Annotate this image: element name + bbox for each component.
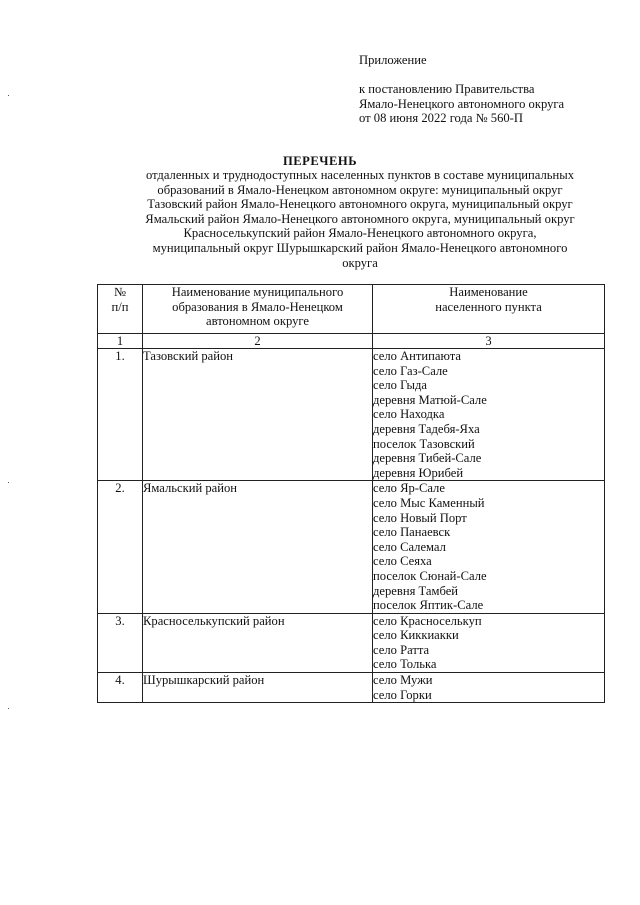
column-number-row (98, 334, 605, 349)
settlement-name: деревня Тибей-Сале (373, 451, 482, 466)
subtitle-line: отдаленных и труднодоступных населенных пунктов в составе муниципальных (145, 168, 575, 182)
header-settlement (373, 285, 605, 334)
appendix-line: Ямало-Ненецкого автономного округа (359, 96, 565, 111)
settlement-list (373, 673, 605, 703)
header-text: Наименование муниципального (171, 285, 344, 299)
municipality-name: Красноселькупский район (143, 613, 373, 672)
table-row (98, 613, 605, 672)
settlements-table (97, 284, 605, 703)
subtitle-line: Ямальский район Ямало-Ненецкого автономного округа, муниципальный округ (145, 211, 575, 226)
settlement-name: деревня Тамбей (373, 583, 459, 598)
row-number: 1. (98, 349, 143, 481)
row-number: 3. (98, 613, 143, 672)
settlement-name: село Мыс Каменный (373, 495, 485, 510)
margin-mark (8, 482, 9, 483)
settlement-name: село Новый Порт (373, 510, 467, 525)
settlement-name: село Яр-Сале (373, 481, 445, 496)
appendix-line: от 08 июня 2022 года № 560-П (359, 111, 523, 126)
header-text: автономном округе (206, 314, 309, 329)
settlement-name: село Мужи (373, 673, 433, 688)
appendix-block (359, 53, 564, 126)
header-text: образования в Ямало-Ненецком (172, 299, 343, 314)
header-number (98, 285, 143, 334)
settlement-name: поселок Сюнай-Сале (373, 568, 487, 583)
settlement-name: поселок Тазовский (373, 436, 475, 451)
settlement-name: село Ратта (373, 642, 430, 657)
settlement-name: село Находка (373, 407, 445, 422)
header-text: № (113, 285, 127, 299)
settlement-name: поселок Яптик-Сале (373, 598, 484, 613)
municipality-name: Тазовский район (143, 349, 373, 481)
settlement-name: деревня Матюй-Сале (373, 392, 487, 407)
settlement-name: село Сеяха (373, 554, 432, 569)
header-text: Наименование (449, 285, 528, 299)
column-number: 1 (98, 334, 143, 349)
settlement-name: деревня Юрибей (373, 465, 464, 480)
subtitle-line: муниципальный округ Шурышкарский район Ямало-Ненецкого автономного (152, 240, 568, 255)
municipality-name: Шурышкарский район (143, 673, 373, 703)
header-text: населенного пункта (435, 299, 542, 314)
settlement-list (373, 613, 605, 672)
column-number: 2 (143, 334, 373, 349)
document-title: ПЕРЕЧЕНЬ (282, 154, 358, 168)
margin-mark (8, 708, 9, 709)
table-row (98, 349, 605, 481)
subtitle-line: образований в Ямало-Ненецком автономном округе: муниципальный округ (157, 182, 563, 197)
table-row (98, 673, 605, 703)
settlement-list (373, 481, 605, 613)
settlement-name: деревня Тадебя-Яха (373, 421, 480, 436)
settlement-name: село Газ-Сале (373, 363, 448, 378)
margin-mark (8, 95, 9, 96)
subtitle-line: Тазовский район Ямало-Ненецкого автономного округа, муниципальный округ (147, 197, 573, 212)
settlement-name: село Красноселькуп (373, 613, 482, 628)
header-text: п/п (111, 299, 129, 314)
appendix-line: к постановлению Правительства (359, 82, 535, 97)
table-row (98, 481, 605, 613)
settlement-name: село Гыда (373, 378, 428, 393)
settlement-name: село Горки (373, 687, 432, 702)
municipality-name: Ямальский район (143, 481, 373, 613)
column-number: 3 (373, 334, 605, 349)
settlement-list (373, 349, 605, 481)
row-number: 4. (98, 673, 143, 703)
subtitle-line: округа (342, 255, 378, 270)
row-number: 2. (98, 481, 143, 613)
subtitle-line: Красноселькупский район Ямало-Ненецкого автономного округа, (183, 226, 537, 241)
settlement-name: село Толька (373, 657, 437, 672)
settlement-name: село Салемал (373, 539, 446, 554)
settlement-name: село Киккиакки (373, 628, 459, 643)
header-municipality (143, 285, 373, 334)
appendix-label: Приложение (359, 53, 427, 67)
settlement-name: село Панаевск (373, 525, 451, 540)
table-header-row (98, 285, 605, 334)
document-subtitle (80, 168, 640, 270)
settlement-name: село Антипаюта (373, 349, 461, 363)
